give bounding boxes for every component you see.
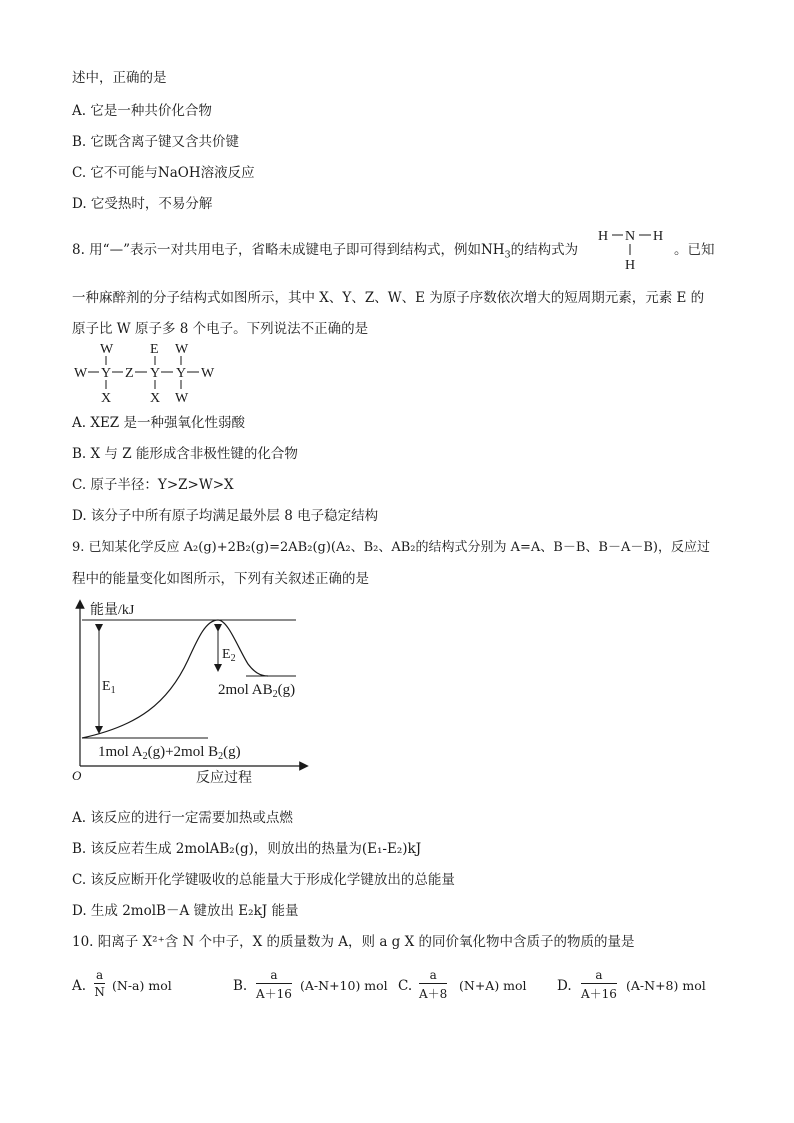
q8-option-c: C. 原子半径：Y>Z>W>X	[72, 477, 234, 493]
e2-label	[222, 647, 236, 664]
reactant-label-a: 1mol A	[98, 744, 143, 760]
q10-option-d-tail: (A-N+8) mol	[626, 978, 706, 993]
product-label-sub: 2	[272, 689, 278, 700]
reactant-label-c: (g)	[223, 744, 241, 760]
q10-option-b-letter: B.	[233, 978, 248, 994]
q9-option-d: D. 生成 2molB－A 键放出 E₂kJ 能量	[72, 903, 299, 919]
q10-option-a-tail: (N-a) mol	[112, 978, 172, 993]
q10-option-c-fraction	[419, 968, 447, 1002]
nh3-n: N	[625, 229, 636, 244]
q7-stem-tail: 述中，正确的是	[72, 70, 167, 86]
q10-option-a-fraction	[94, 968, 105, 999]
q7-option-c: C. 它不可能与NaOH溶液反应	[72, 165, 255, 181]
mol-bottom-w: W	[175, 391, 189, 404]
x-axis-label: 反应过程	[196, 771, 252, 786]
q9-option-a: A. 该反应的进行一定需要加热或点燃	[72, 810, 293, 826]
product-label-a: 2mol AB	[218, 682, 273, 698]
e1-subscript: 1	[110, 685, 116, 696]
reactant-label-b: (g)+2mol B	[147, 744, 219, 760]
q10-option-b-fraction	[256, 968, 292, 1002]
q10-stem: 10. 阳离子 X²⁺含 N 个中子，X 的质量数为 A，则 a g X 的同价氧化物中含质子的物质的量是	[72, 934, 635, 950]
q8-stem-line1-b: 的结构式为	[510, 242, 579, 258]
q10-option-d-letter: D.	[557, 978, 572, 994]
nh3-structure	[592, 222, 672, 274]
q9-stem-line2: 程中的能量变化如图所示，下列有关叙述正确的是	[72, 571, 369, 587]
q8-stem-line3: 原子比 W 原子多 8 个电子。下列说法不正确的是	[72, 321, 369, 337]
q10-option-a-den: N	[94, 985, 105, 999]
q10-option-b-num: a	[256, 968, 292, 984]
q7-option-b: B. 它既含离子键又含共价键	[72, 134, 240, 150]
energy-profile-diagram	[68, 598, 318, 788]
q10-option-d-num: a	[581, 968, 617, 984]
q10-option-d-den: A＋16	[581, 987, 617, 1001]
q8-stem-line1-a: 8. 用“—”表示一对共用电子，省略未成键电子即可得到结构式，例如NH	[72, 242, 505, 258]
q9-option-c: C. 该反应断开化学键吸收的总能量大于形成化学键放出的总能量	[72, 872, 455, 888]
product-label-b: (g)	[277, 682, 296, 698]
e2-letter: E	[222, 647, 231, 662]
q10-option-c-tail: (N+A) mol	[459, 978, 527, 993]
mol-top-w1: W	[100, 342, 114, 357]
q8-stem-line2: 一种麻醉剂的分子结构式如图所示，其中 X、Y、Z、W、E 为原子序数依次增大的短周期元素，元素 E 的	[72, 290, 705, 306]
reactant-label-sub1: 2	[142, 751, 148, 762]
q10-option-a-letter: A.	[72, 978, 87, 994]
anesthetic-molecule-structure	[72, 340, 232, 404]
q8-stem-line1-end: 。已知	[674, 242, 715, 258]
q8-option-b: B. X 与 Z 能形成含非极性键的化合物	[72, 446, 298, 462]
reactant-label	[98, 744, 241, 762]
mol-main-w-left: W	[74, 366, 88, 381]
origin-label: O	[72, 768, 82, 783]
mol-main-y3: Y	[176, 366, 187, 381]
mol-main-w-right: W	[201, 366, 215, 381]
e1-label	[102, 679, 116, 696]
q10-option-c-letter: C.	[398, 978, 413, 994]
mol-main-z: Z	[125, 366, 134, 381]
mol-main-y2: Y	[150, 366, 161, 381]
e1-letter: E	[102, 679, 111, 694]
q7-option-d: D. 它受热时，不易分解	[72, 196, 213, 212]
q9-stem-line1: 9. 已知某化学反应 A₂(g)+2B₂(g)=2AB₂(g)(A₂、B₂、AB₂的结构式分别为 A=A、B－B、B－A－B)，反应过	[72, 540, 710, 555]
reactant-label-sub2: 2	[218, 751, 224, 762]
product-label	[218, 682, 295, 700]
q8-option-a: A. XEZ 是一种强氧化性弱酸	[72, 415, 245, 431]
mol-top-w2: W	[175, 342, 189, 357]
nh3-h-left: H	[598, 229, 609, 244]
q8-stem-line1-sub: 3	[504, 249, 511, 261]
y-axis-label: 能量/kJ	[90, 603, 135, 618]
mol-bottom-x2: X	[150, 391, 161, 404]
mol-main-y1: Y	[101, 366, 112, 381]
q7-option-a: A. 它是一种共价化合物	[72, 103, 212, 119]
mol-top-e: E	[150, 342, 159, 357]
q10-option-b-den: A＋16	[256, 987, 292, 1001]
q10-option-c-den: A＋8	[419, 987, 448, 1001]
q9-option-b: B. 该反应若生成 2molAB₂(g)，则放出的热量为(E₁-E₂)kJ	[72, 841, 422, 857]
mol-bottom-x1: X	[101, 391, 112, 404]
q10-option-c-num: a	[419, 968, 447, 984]
e2-subscript: 2	[230, 653, 236, 664]
q10-option-d-fraction	[581, 968, 617, 1002]
nh3-h-right: H	[653, 229, 664, 244]
q10-option-b-tail: (A-N+10) mol	[300, 978, 388, 993]
nh3-h-bottom: H	[625, 258, 636, 273]
q8-stem-line1	[72, 238, 579, 261]
q10-option-a-num: a	[96, 968, 104, 982]
q8-option-d: D. 该分子中所有原子均满足最外层 8 电子稳定结构	[72, 508, 379, 524]
